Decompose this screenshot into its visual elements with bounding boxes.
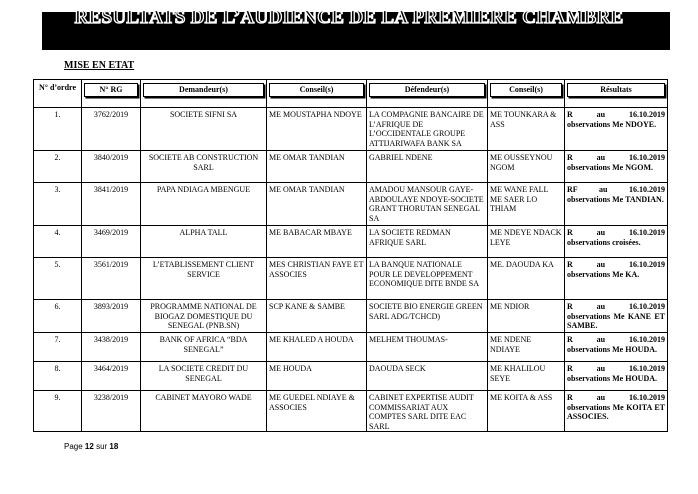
col-header-conseil2-label: Conseil(s): [490, 83, 562, 97]
cell-conseil1: ME OMAR TANDIAN: [267, 183, 367, 226]
col-header-demandeur-label: Demandeur(s): [143, 83, 264, 97]
col-header-resultats: [565, 80, 668, 108]
table-header-row: [34, 80, 668, 108]
cell-resultat: R au 16.10.2019 observations Me NDOYE.: [565, 108, 668, 151]
cell-defendeur: DAOUDA SECK: [367, 362, 488, 391]
cell-defendeur: GABRIEL NDENE: [367, 151, 488, 183]
cell-num: 8.: [34, 362, 82, 391]
cell-rg: 3841/2019: [82, 183, 141, 226]
cell-num: 1.: [34, 108, 82, 151]
cell-rg: 3464/2019: [82, 362, 141, 391]
col-header-rg: [82, 80, 141, 108]
cell-rg: 3840/2019: [82, 151, 141, 183]
cell-resultat: R au 16.10.2019 observations Me HOUDA.: [565, 362, 668, 391]
cell-num: 3.: [34, 183, 82, 226]
cell-defendeur: LA BANQUE NATIONALE POUR LE DEVELOPPEMENT ECONOMIQUE DITE BNDE SA: [367, 258, 488, 300]
cell-defendeur: LA SOCIETE REDMAN AFRIQUE SARL: [367, 226, 488, 258]
table-row: [34, 108, 668, 151]
footer-prefix: Page: [64, 442, 83, 451]
cell-resultat: R au 16.10.2019 observations Me KOITA ET ASSOCIES.: [565, 391, 668, 432]
cell-defendeur: LA COMPAGNIE BANCAIRE DE L’AFRIQUE DE L’OCCIDENTALE GROUPE ATTIJARIWAFA BANK SA: [367, 108, 488, 151]
cell-num: 5.: [34, 258, 82, 300]
cell-rg: 3438/2019: [82, 333, 141, 362]
footer-page-number: 12: [84, 442, 94, 451]
table-row: [34, 258, 668, 300]
cell-conseil2: ME KHALILOU SEYE: [488, 362, 565, 391]
col-header-num: N° d’ordre: [34, 80, 82, 108]
footer-page-total: 18: [109, 442, 119, 451]
table-row: [34, 391, 668, 432]
table-row: [34, 333, 668, 362]
cell-num: 4.: [34, 226, 82, 258]
table-row: [34, 362, 668, 391]
cell-num: 6.: [34, 300, 82, 333]
cell-conseil2: ME. DAOUDA KA: [488, 258, 565, 300]
col-header-defendeur: [367, 80, 488, 108]
col-header-conseil2: [488, 80, 565, 108]
page-title: RESULTATS DE L’AUDIENCE DE LA PREMIERE CHAMBRE: [74, 7, 624, 28]
cell-conseil1: ME GUEDEL NDIAYE & ASSOCIES: [267, 391, 367, 432]
cell-resultat: R au 16.10.2019 observations croisées.: [565, 226, 668, 258]
cell-demandeur: BANK OF AFRICA “BDA SENEGAL”: [141, 333, 267, 362]
cell-demandeur: PROGRAMME NATIONAL DE BIOGAZ DOMESTIQUE DU SENEGAL (PNB.SN): [141, 300, 267, 333]
cell-demandeur: SOCIETE SIFNI SA: [141, 108, 267, 151]
cell-rg: 3469/2019: [82, 226, 141, 258]
cell-conseil1: ME BABACAR MBAYE: [267, 226, 367, 258]
cell-conseil2: ME KOITA & ASS: [488, 391, 565, 432]
cell-rg: 3762/2019: [82, 108, 141, 151]
cell-conseil1: MES CHRISTIAN FAYE ET ASSOCIES: [267, 258, 367, 300]
cell-defendeur: SOCIETE BIO ENERGIE GREEN SARL ADG/TCHCD): [367, 300, 488, 333]
footer-sep: sur: [96, 442, 108, 451]
cell-conseil2: ME WANE FALL ME SAER LO THIAM: [488, 183, 565, 226]
cell-conseil1: ME HOUDA: [267, 362, 367, 391]
cell-rg: 3893/2019: [82, 300, 141, 333]
cell-demandeur: SOCIETE AB CONSTRUCTION SARL: [141, 151, 267, 183]
col-header-demandeur: [141, 80, 267, 108]
cell-num: 7.: [34, 333, 82, 362]
table-row: [34, 151, 668, 183]
table-row: [34, 183, 668, 226]
cell-demandeur: CABINET MAYORO WADE: [141, 391, 267, 432]
cell-num: 2.: [34, 151, 82, 183]
cell-conseil2: ME NDEYE NDACK LEYE: [488, 226, 565, 258]
cell-conseil1: ME KHALED A HOUDA: [267, 333, 367, 362]
cell-demandeur: ALPHA TALL: [141, 226, 267, 258]
cell-resultat: R au 16.10.2019 observations Me KA.: [565, 258, 668, 300]
cell-conseil2: ME NDENE NDIAYE: [488, 333, 565, 362]
page-footer: [64, 442, 118, 452]
cell-rg: 3238/2019: [82, 391, 141, 432]
cell-conseil2: ME NDIOR: [488, 300, 565, 333]
results-table: [33, 79, 668, 432]
col-header-conseil1-label: Conseil(s): [269, 83, 364, 97]
section-label: MISE EN ETAT: [64, 60, 135, 71]
col-header-conseil1: [267, 80, 367, 108]
cell-num: 9.: [34, 391, 82, 432]
cell-demandeur: LA SOCIETE CREDIT DU SENEGAL: [141, 362, 267, 391]
cell-resultat: R au 16.10.2019 observations Me HOUDA.: [565, 333, 668, 362]
table-row: [34, 226, 668, 258]
cell-defendeur: CABINET EXPERTISE AUDIT COMMISSARIAT AUX COMPTES SARL DITE EAC SARL: [367, 391, 488, 432]
col-header-defendeur-label: Défendeur(s): [369, 83, 485, 97]
cell-rg: 3561/2019: [82, 258, 141, 300]
cell-conseil2: ME OUSSEYNOU NGOM: [488, 151, 565, 183]
cell-conseil2: ME TOUNKARA & ASS: [488, 108, 565, 151]
cell-conseil1: SCP KANE & SAMBE: [267, 300, 367, 333]
cell-resultat: R au 16.10.2019 observations Me KANE ET SAMBE.: [565, 300, 668, 333]
cell-resultat: RF au 16.10.2019 observations Me TANDIAN.: [565, 183, 668, 226]
cell-demandeur: L’ETABLISSEMENT CLIENT SERVICE: [141, 258, 267, 300]
cell-defendeur: AMADOU MANSOUR GAYE-ABDOULAYE NDOYE-SOCIETE GRANT THORUTAN SENEGAL SA: [367, 183, 488, 226]
cell-demandeur: PAPA NDIAGA MBENGUE: [141, 183, 267, 226]
cell-defendeur: MELHEM THOUMAS-: [367, 333, 488, 362]
col-header-rg-label: N° RG: [84, 83, 138, 97]
cell-conseil1: ME OMAR TANDIAN: [267, 151, 367, 183]
col-header-resultats-label: Résultats: [567, 83, 665, 97]
table-row: [34, 300, 668, 333]
cell-conseil1: ME MOUSTAPHA NDOYE: [267, 108, 367, 151]
cell-resultat: R au 16.10.2019 observations Me NGOM.: [565, 151, 668, 183]
